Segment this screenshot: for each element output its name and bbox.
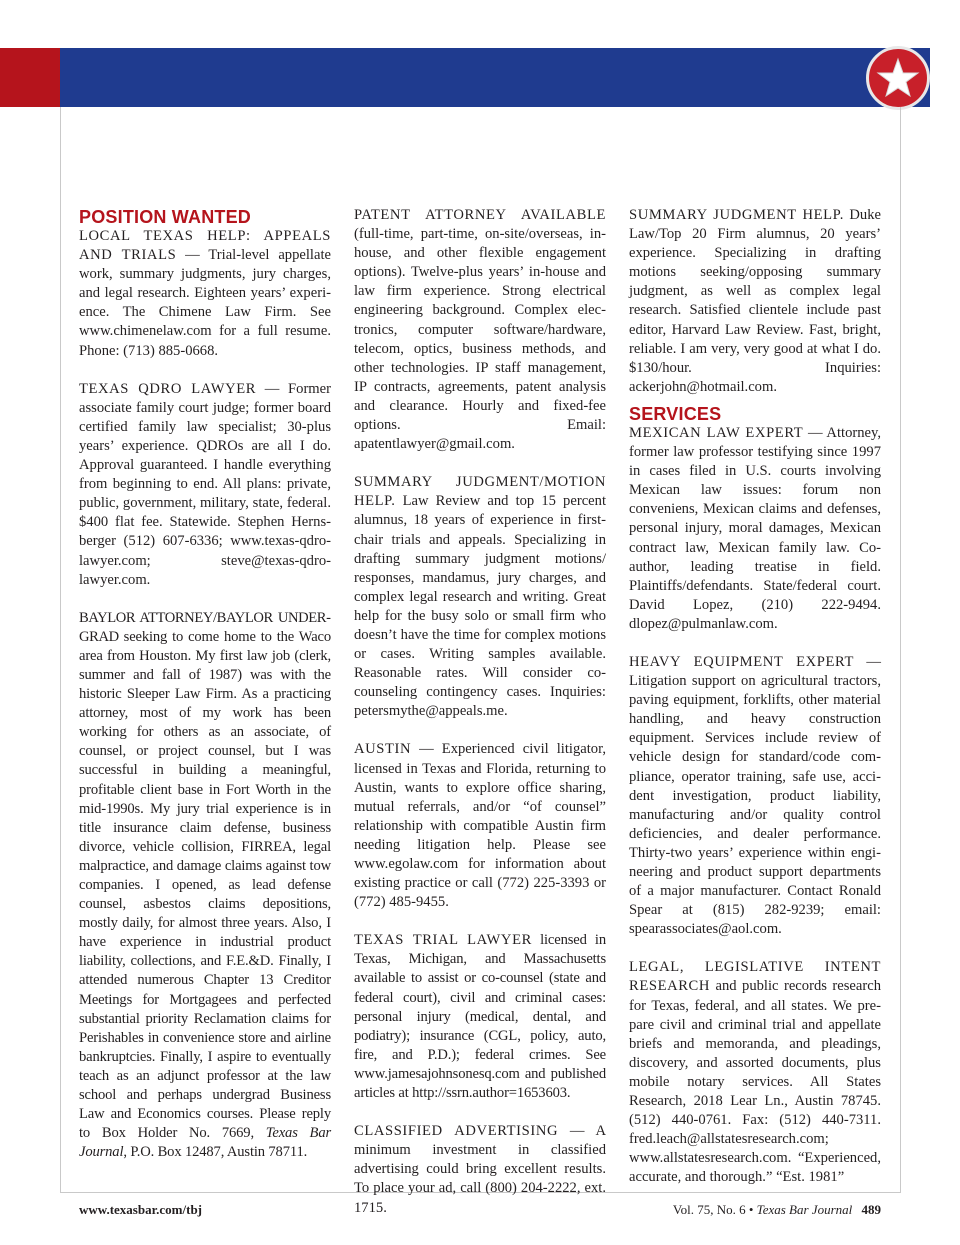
header-band-blue: [60, 48, 930, 107]
ad-body: , P.O. Box 12487, Austin 78711.: [123, 1144, 308, 1161]
classified-ad: [354, 1122, 606, 1217]
ad-lead: BAYLOR ATTORNEY/BAYLOR UNDERGRAD: [79, 609, 331, 645]
ad-body: — A minimum investment in classified advertising could bring excellent results. To place your ad, call (800) 204-2222, ext. 1715.: [354, 1123, 606, 1216]
classified-ad: [354, 473, 606, 721]
column-3: [629, 206, 881, 1207]
classified-ad: [79, 609, 331, 1163]
column-2: [354, 206, 606, 1237]
ad-body: — Attorney, former law professor testifying since 1997 in cases filed in U.S. courts involving Mexican law issues: forum non conveniens, Mexican claims and defenses, personal injury, moral damages, Mexican contract law, Mexican family law. Co-author, leading treatise in field. Plaintiffs/defendants. State/federal court. David Lopez, (210) 222-9494. dlopez@pulmanlaw.com.: [629, 424, 881, 632]
footer-bullet: •: [748, 1202, 754, 1217]
ad-body: and public records research for Texas, federal, and all states. We prepare civil and criminal trial and appellate briefs and memoranda, and pleadings, discovery, and assorted documents, plus mobile notary services. All States Research, 2018 Lear Ln., Austin 78745. (512) 440-0761. Fax: (512) 440-7311. fred.leach@allstatesresearch.com; www.allstatesresearch.com. “Experienced, accurate, and thorough.” “Est. 1981”: [629, 978, 881, 1186]
classified-ad: [629, 206, 881, 397]
ad-lead: SUMMARY JUDGMENT HELP.: [629, 207, 844, 223]
frame-right-rule: [900, 107, 901, 1192]
ad-lead: TEXAS TRIAL LAWYER: [354, 932, 532, 949]
ad-lead: LEGAL, LEGISLATIVE INTENT RESEARCH: [629, 959, 881, 995]
ad-body: (full-time, part-time, on-site/overseas, in-house, and other flexible engagement options). Twelve-plus years’ in-house and law firm experience. Strong electrical engineering background. Complex electronics, computer software/hardware, telecom, optics, business methods, and other technologies. IP staff management, IP contracts, agreements, patent analysis and clearance. Hourly and fixed-fee options. Email: apatentlawyer@gmail.com.: [354, 226, 606, 453]
classified-ad: [79, 227, 331, 361]
footer-journal: Texas Bar Journal: [756, 1202, 853, 1217]
ad-body: seeking to come home to the Waco area from Houston. My first law job (clerk, summer and fall of 1987) was with the historic Sleeper Law Firm. As a practicing attorney, most of my work has been working for others as an associate, of counsel, or project counsel, but I was successful in building a meaningful, profitable client base in Fort Worth in the mid-1990s. My jury trial experience is in title insurance claim defense, business divorce, vehicle collision, FIRREA, legal malpractice, and damage claims against tow companies. I opened, as lead defense counsel, asbestos claims depositions, mostly daily, for almost three years. Also, I have experience in industrial product liability, collections, and F.E.&D. Finally, I attended numerous Chapter 13 Creditor Meetings for Mortgagees and perfected substantial priority Reclamation claims for Perishables in convenience store and airline bankruptcies. Finally, I aspire to eventually teach as an adjunct professor at the law school and perhaps undergrad Business Law and Economics courses. Please reply to Box Holder No. 7669,: [79, 628, 331, 1142]
ad-lead: LOCAL TEXAS HELP: APPEALS AND TRIALS: [79, 228, 331, 264]
footer-volume: Vol. 75, No. 6: [672, 1202, 746, 1217]
ad-body: — Litigation support on agricultural tractors, paving equipment, forklifts, other material handling, and heavy construction equipment. Services include review of vehicle design for standard/code compliance, operator training, safe use, accident investigation, product liability, manufacturing and/or quality control deficiencies, and dealer performance. Thirty-two years’ experience within engineering and product support departments of a major manufacturer. Contact Ronald Spear at (815) 282-9239; email: spearassociates@aol.com.: [629, 653, 881, 938]
classified-ad: [354, 206, 606, 454]
ad-lead: TEXAS QDRO LAWYER: [79, 380, 257, 397]
column-1: [79, 206, 331, 1181]
ad-lead: PATENT ATTORNEY AVAILABLE: [354, 207, 606, 223]
classified-ad: [629, 424, 881, 634]
ad-body: Duke Law/Top 20 Firm alumnus, 20 years’ experience. Specializing in drafting motions seeking/opposing summary judgment, as well as complex legal research. Satisfied clientele include past editor, Harvard Law Review. Fast, bright, reliable. I am very, very good at what I do. $130/hour. Inquiries: ackerjohn@hotmail.com.: [629, 207, 881, 395]
frame-left-rule: [60, 107, 61, 1192]
ad-body: — Former associate family court judge; former board certified family law specialist; 30-plus years’ experience. QDROs are all I do. Approval guaranteed. I handle everything from beginning to end. All plans: private, public, government, military, state, federal. $400 flat fee. Statewide. Stephen Hernsberger (512) 607-6336; www.texas-qdro-lawyer.com; steve@texas-qdro-lawyer.com.: [79, 380, 332, 588]
header-band-red: [0, 48, 60, 107]
star-badge: [866, 46, 930, 110]
ad-body: — Trial-level appellate work, summary judgments, jury charges, and legal research. Eighteen years’ experience. The Chimene Law Firm. See www.chimenelaw.com for a full resume. Phone: (713) 885-0668.: [79, 247, 331, 359]
section-heading-services: SERVICES: [629, 403, 722, 424]
classified-ad: [629, 958, 881, 1187]
classified-ad: [354, 740, 606, 912]
classified-ad: [354, 931, 606, 1103]
ad-lead: HEAVY EQUIPMENT EXPERT: [629, 653, 854, 670]
ad-lead: CLASSIFIED ADVERTISING: [354, 1123, 559, 1140]
star-icon: [875, 55, 921, 101]
footer-page-number: 489: [861, 1202, 881, 1217]
classified-ad: [79, 380, 331, 590]
footer-url-link[interactable]: www.texasbar.com/tbj: [79, 1202, 203, 1217]
ad-body: licensed in Texas, Michigan, and Massachusetts available to assist or co-counsel (state and federal court), civil and criminal cases: personal injury (medical, dental, and podiatry); insurance (CGL, policy, auto, fire, and P.D.); federal crimes. See www.jamesajohnsonesq.com and published articles at http://ssrn.author=1653603.: [354, 932, 606, 1102]
ad-lead: SUMMARY JUDGMENT/MOTION HELP.: [354, 474, 606, 510]
ad-lead: MEXICAN LAW EXPERT: [629, 424, 804, 441]
ad-lead: AUSTIN: [354, 741, 412, 758]
journal-name: Texas Bar Journal: [79, 1125, 331, 1161]
ad-body: Law Review and top 15 percent alumnus, 18 years of experience in first-chair trials and appeals. Specializing in drafting summary judgment motions/ responses, mandamus, jury charges, and complex legal research and writing. Great help for the busy solo or small firm who doesn’t have the time for complex motions or cases. Writing samples available. Reasonable rates. Will consider co-counseling contingency cases. Inquiries: petersmythe@appeals.me.: [354, 493, 606, 720]
ad-body: — Experienced civil litigator, licensed in Texas and Florida, returning to Austin, wants to explore office sharing, mutual referrals, and/or “of counsel” relationship with compatible Austin firm needing litigation help. Please see www.egolaw.com for information about existing practice or call (772) 225-3393 or (772) 485-9455.: [354, 741, 606, 911]
classified-ad: [629, 653, 881, 939]
section-heading-position-wanted: POSITION WANTED: [79, 207, 252, 227]
footer-folio: [673, 1202, 881, 1218]
